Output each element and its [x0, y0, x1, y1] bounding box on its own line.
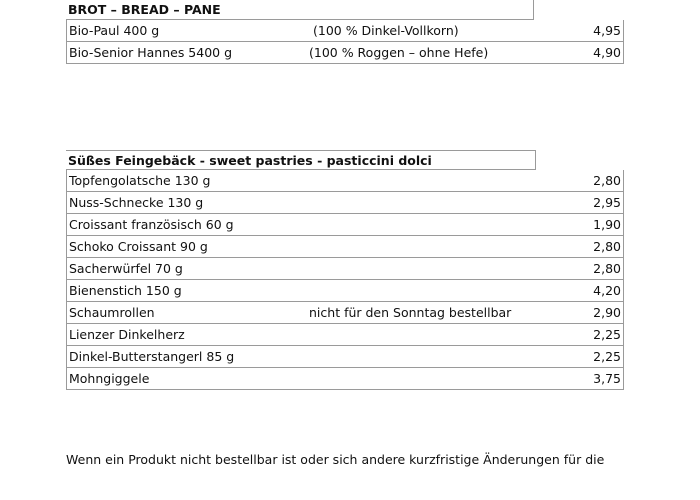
- table-row: [67, 236, 623, 258]
- table-row: [67, 192, 623, 214]
- product-name: Dinkel-Butterstangerl 85 g: [69, 349, 235, 364]
- pastries-section: [66, 150, 624, 390]
- table-row: [67, 258, 623, 280]
- product-note: (100 % Dinkel-Vollkorn): [313, 23, 459, 38]
- footer-note: Wenn ein Produkt nicht bestellbar ist oder sich andere kurzfristige Änderungen für die: [66, 452, 605, 467]
- product-price: 4,20: [593, 283, 621, 298]
- product-price: 1,90: [593, 217, 621, 232]
- product-name: Bio-Senior Hannes 5400 g: [69, 45, 233, 60]
- table-row: [67, 324, 623, 346]
- product-price: 2,25: [593, 327, 621, 342]
- product-name: Croissant französisch 60 g: [69, 217, 234, 232]
- product-name: Sacherwürfel 70 g: [69, 261, 183, 276]
- product-price: 3,75: [593, 371, 621, 386]
- product-price: 4,95: [593, 23, 621, 38]
- product-name: Bio-Paul 400 g: [69, 23, 160, 38]
- product-price: 2,90: [593, 305, 621, 320]
- pastries-heading: Süßes Feingebäck - sweet pastries - pasticcini dolci: [66, 150, 536, 170]
- product-name: Topfengolatsche 130 g: [69, 173, 211, 188]
- table-row: [67, 20, 623, 42]
- product-price: 2,80: [593, 261, 621, 276]
- bread-section: [66, 0, 624, 64]
- bread-heading: BROT – BREAD – PANE: [66, 0, 534, 20]
- table-row: [67, 42, 623, 64]
- product-name: Bienenstich 150 g: [69, 283, 182, 298]
- product-name: Nuss-Schnecke 130 g: [69, 195, 204, 210]
- product-name: Schoko Croissant 90 g: [69, 239, 208, 254]
- product-name: Schaumrollen: [69, 305, 155, 320]
- product-note: nicht für den Sonntag bestellbar: [309, 305, 512, 320]
- table-row: [67, 302, 623, 324]
- product-price: 2,95: [593, 195, 621, 210]
- table-row: [67, 170, 623, 192]
- product-price: 2,80: [593, 239, 621, 254]
- product-name: Mohngiggele: [69, 371, 150, 386]
- product-note: (100 % Roggen – ohne Hefe): [309, 45, 489, 60]
- product-price: 4,90: [593, 45, 621, 60]
- product-price: 2,25: [593, 349, 621, 364]
- table-row: [67, 214, 623, 236]
- product-price: 2,80: [593, 173, 621, 188]
- table-row: [67, 346, 623, 368]
- bread-table: [66, 20, 624, 64]
- product-name: Lienzer Dinkelherz: [69, 327, 185, 342]
- pastries-table: [66, 170, 624, 390]
- table-row: [67, 280, 623, 302]
- table-row: [67, 368, 623, 390]
